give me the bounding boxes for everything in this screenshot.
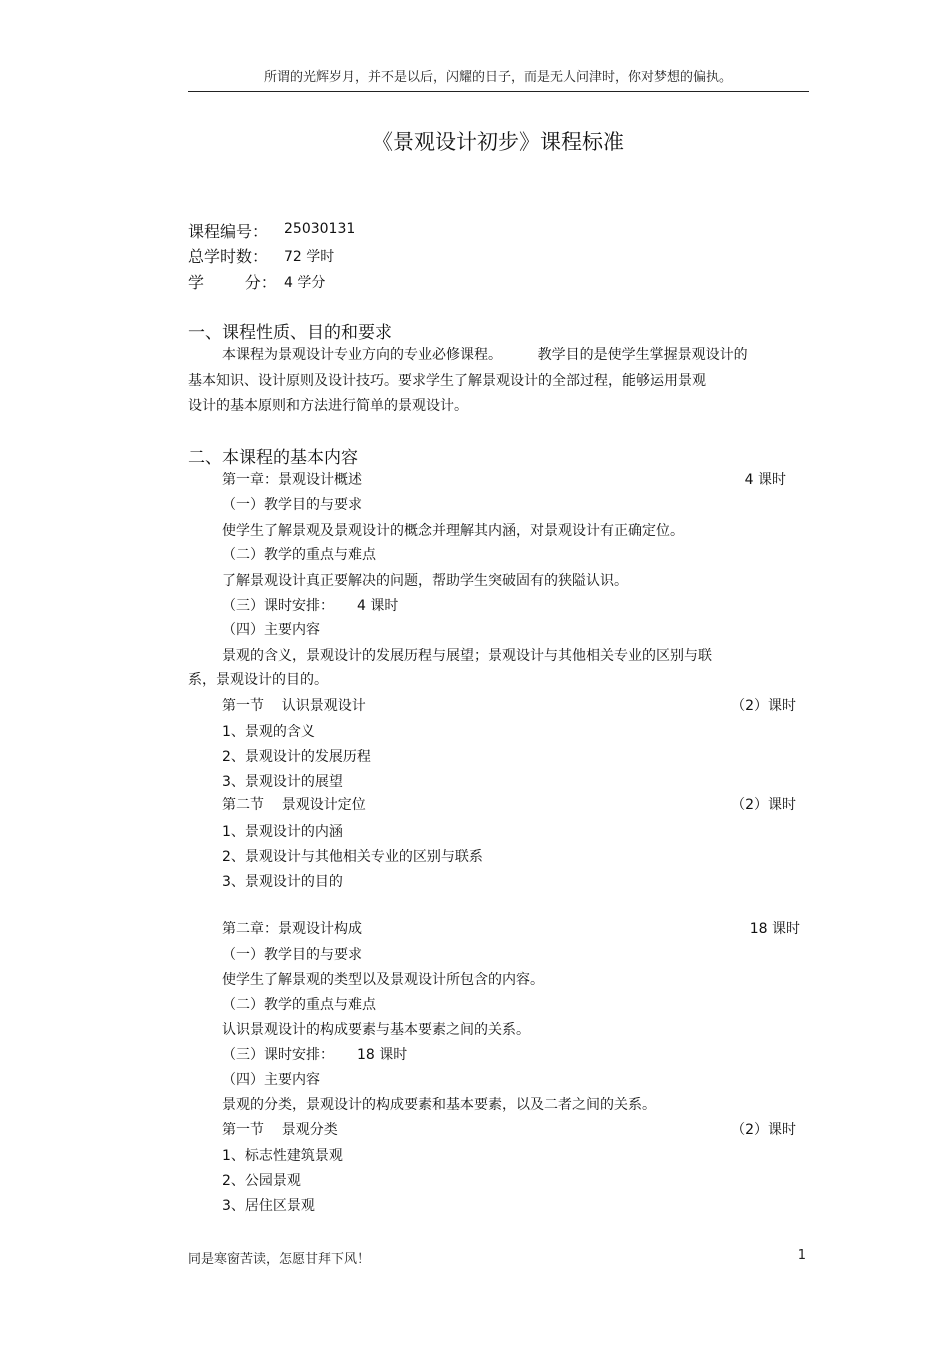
list-item: 1、景观设计的内涵 xyxy=(222,824,343,840)
section1-line-3: 设计的基本原则和方法进行简单的景观设计。 xyxy=(188,398,468,414)
chapter2-key-heading: （二）教学的重点与难点 xyxy=(222,997,376,1013)
chapter1-section2-title: 第二节 景观设计定位 xyxy=(222,797,366,813)
chapter1-objective-heading: （一）教学目的与要求 xyxy=(222,497,362,513)
page-number: 1 xyxy=(797,1248,806,1263)
section2-heading: 二、本课程的基本内容 xyxy=(188,448,358,468)
chapter1-section1-hours: （2）课时 xyxy=(731,698,796,714)
chapter1-content-line-2: 系，景观设计的目的。 xyxy=(188,672,328,688)
credits-value: 4 学分 xyxy=(284,275,326,291)
section1-heading: 一、课程性质、目的和要求 xyxy=(188,323,392,343)
list-item: 3、景观设计的目的 xyxy=(222,874,343,890)
chapter2-objective-text: 使学生了解景观的类型以及景观设计所包含的内容。 xyxy=(222,972,544,988)
chapter1-content-heading: （四）主要内容 xyxy=(222,622,320,638)
chapter2-objective-heading: （一）教学目的与要求 xyxy=(222,947,362,963)
list-item: 1、景观的含义 xyxy=(222,724,315,740)
chapter1-schedule-value: 4 课时 xyxy=(357,598,399,614)
chapter2-section1-hours: （2）课时 xyxy=(731,1122,796,1138)
chapter1-objective-text: 使学生了解景观及景观设计的概念并理解其内涵，对景观设计有正确定位。 xyxy=(222,523,684,539)
chapter1-title: 第一章：景观设计概述 xyxy=(222,472,362,488)
section1-line-1: 本课程为景观设计专业方向的专业必修课程。 教学目的是使学生掌握景观设计的 xyxy=(222,347,748,363)
course-code-row xyxy=(188,219,356,242)
chapter1-key-heading: （二）教学的重点与难点 xyxy=(222,547,376,563)
document-title: 《景观设计初步》课程标准 xyxy=(372,130,624,154)
credits-label: 学 分： xyxy=(188,273,277,292)
header-quote: 所谓的光辉岁月，并不是以后，闪耀的日子，而是无人问津时，你对梦想的偏执。 xyxy=(263,70,732,85)
chapter1-content-line-1: 景观的含义，景观设计的发展历程与展望；景观设计与其他相关专业的区别与联 xyxy=(222,648,712,664)
list-item: 2、公园景观 xyxy=(222,1173,301,1189)
chapter2-section1-title: 第一节 景观分类 xyxy=(222,1122,338,1138)
chapter1-section2-hours: （2）课时 xyxy=(731,797,796,813)
course-code-label: 课程编号： xyxy=(188,222,269,241)
chapter2-key-text: 认识景观设计的构成要素与基本要素之间的关系。 xyxy=(222,1022,530,1038)
header-divider xyxy=(188,91,809,92)
list-item: 2、景观设计与其他相关专业的区别与联系 xyxy=(222,849,483,865)
list-item: 3、居住区景观 xyxy=(222,1198,315,1214)
chapter2-hours: 18 课时 xyxy=(749,921,800,937)
list-item: 3、景观设计的展望 xyxy=(222,774,343,790)
chapter2-title: 第二章：景观设计构成 xyxy=(222,921,362,937)
section1-line-2: 基本知识、设计原则及设计技巧。要求学生了解景观设计的全部过程，能够运用景观 xyxy=(188,373,706,389)
chapter2-content-heading: （四）主要内容 xyxy=(222,1072,320,1088)
list-item: 1、标志性建筑景观 xyxy=(222,1148,343,1164)
chapter2-schedule-value: 18 课时 xyxy=(357,1047,408,1063)
total-hours-row xyxy=(188,244,335,267)
chapter1-hours: 4 课时 xyxy=(744,472,786,488)
footer-quote: 同是寒窗苦读，怎愿甘拜下风！ xyxy=(188,1252,371,1267)
chapter1-section1-title: 第一节 认识景观设计 xyxy=(222,698,366,714)
course-code-value: 25030131 xyxy=(284,221,356,237)
chapter1-key-text: 了解景观设计真正要解决的问题，帮助学生突破固有的狭隘认识。 xyxy=(222,573,628,589)
credits-row xyxy=(188,270,326,293)
list-item: 2、景观设计的发展历程 xyxy=(222,749,371,765)
chapter2-schedule-heading: （三）课时安排： xyxy=(222,1047,334,1063)
chapter2-content-line-1: 景观的分类，景观设计的构成要素和基本要素，以及二者之间的关系。 xyxy=(222,1097,656,1113)
total-hours-label: 总学时数： xyxy=(188,247,269,266)
chapter1-schedule-heading: （三）课时安排： xyxy=(222,598,334,614)
total-hours-value: 72 学时 xyxy=(284,249,335,265)
